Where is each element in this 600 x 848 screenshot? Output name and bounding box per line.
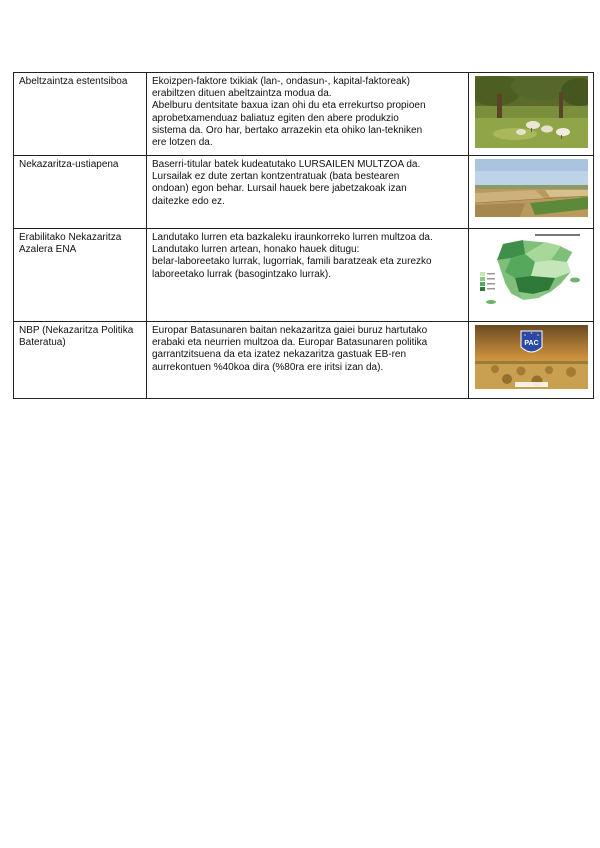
definition-line: garrantzitsuena da eta izatez nekazaritza gastuak EB-ren xyxy=(152,349,407,361)
definition-line: aprobetxamenduaz baliatuz egiten den abere produkzio xyxy=(152,112,399,124)
definition-line: belar-laboreetako lurrak, lugorriak, famili baratzeak eta zurezko xyxy=(152,256,432,268)
term-text: Erabilitako Nekazaritza Azalera ENA xyxy=(19,232,122,256)
table-row xyxy=(14,322,594,399)
definition-line: ondoan) egon behar. Lursail hauek bere jabetzakoak izan xyxy=(152,183,407,195)
definition-line: Baserri-titular batek kudeatutako LURSAILEN MULTZOA da. xyxy=(152,159,421,170)
image-cell xyxy=(469,73,594,156)
definition-line: Europar Batasunaren baitan nekazaritza gaiei buruz hartutako xyxy=(152,325,428,336)
table-row xyxy=(14,229,594,322)
sheep-pasture-photo xyxy=(475,76,588,148)
term-cell xyxy=(14,156,147,229)
definition-line: ere lotzen da. xyxy=(152,137,213,149)
definition-line: laboreetako lurrak (basogintzako lurrak). xyxy=(152,268,331,280)
definition-line: erabaki eta neurrien multzoa da. Europar Batasunaren politika xyxy=(152,337,428,349)
term-text: Abeltzaintza estentsiboa xyxy=(19,76,128,87)
term-cell xyxy=(14,73,147,156)
image-cell xyxy=(469,156,594,229)
term-text: Nekazaritza-ustiapena xyxy=(19,159,119,170)
definition-line: aurrekontuen %40koa dira (%80ra ere iritsi izan da). xyxy=(152,361,384,373)
definition-cell xyxy=(147,229,469,322)
glossary-table xyxy=(13,72,594,399)
pac-hay-field-poster xyxy=(475,325,588,389)
spain-map xyxy=(475,232,588,310)
definition-line: daitezke edo ez. xyxy=(152,195,225,207)
definition-line: sistema da. Oro har, bertako arrazekin eta ohiko lan-tekniken xyxy=(152,124,423,136)
pac-logo-text: PAC xyxy=(523,340,539,347)
table-row xyxy=(14,73,594,156)
definition-line: Abelburu dentsitate baxua izan ohi du eta errekurtso propioen xyxy=(152,100,426,112)
table-row xyxy=(14,156,594,229)
definition-line: Landutako lurren artean, honako hauek ditugu: xyxy=(152,244,360,256)
definition-line: Ekoizpen-faktore txikiak (lan-, ondasun-, kapital-faktoreak) xyxy=(152,76,410,87)
image-cell xyxy=(469,322,594,399)
definition-cell xyxy=(147,156,469,229)
image-cell xyxy=(469,229,594,322)
definition-line: Landutako lurren eta bazkaleku iraunkorreko lurren multzoa da. xyxy=(152,232,433,243)
definition-cell xyxy=(147,322,469,399)
term-text: NBP (Nekazaritza Politika Bateratua) xyxy=(19,325,134,349)
definition-line: Lursailak ez dute zertan kontzentratuak (bata bestearen xyxy=(152,171,400,183)
term-cell xyxy=(14,229,147,322)
farmland-photo xyxy=(475,159,588,217)
definition-cell xyxy=(147,73,469,156)
definition-line: erabiltzen dituen abeltzaintza modua da. xyxy=(152,88,332,100)
term-cell xyxy=(14,322,147,399)
